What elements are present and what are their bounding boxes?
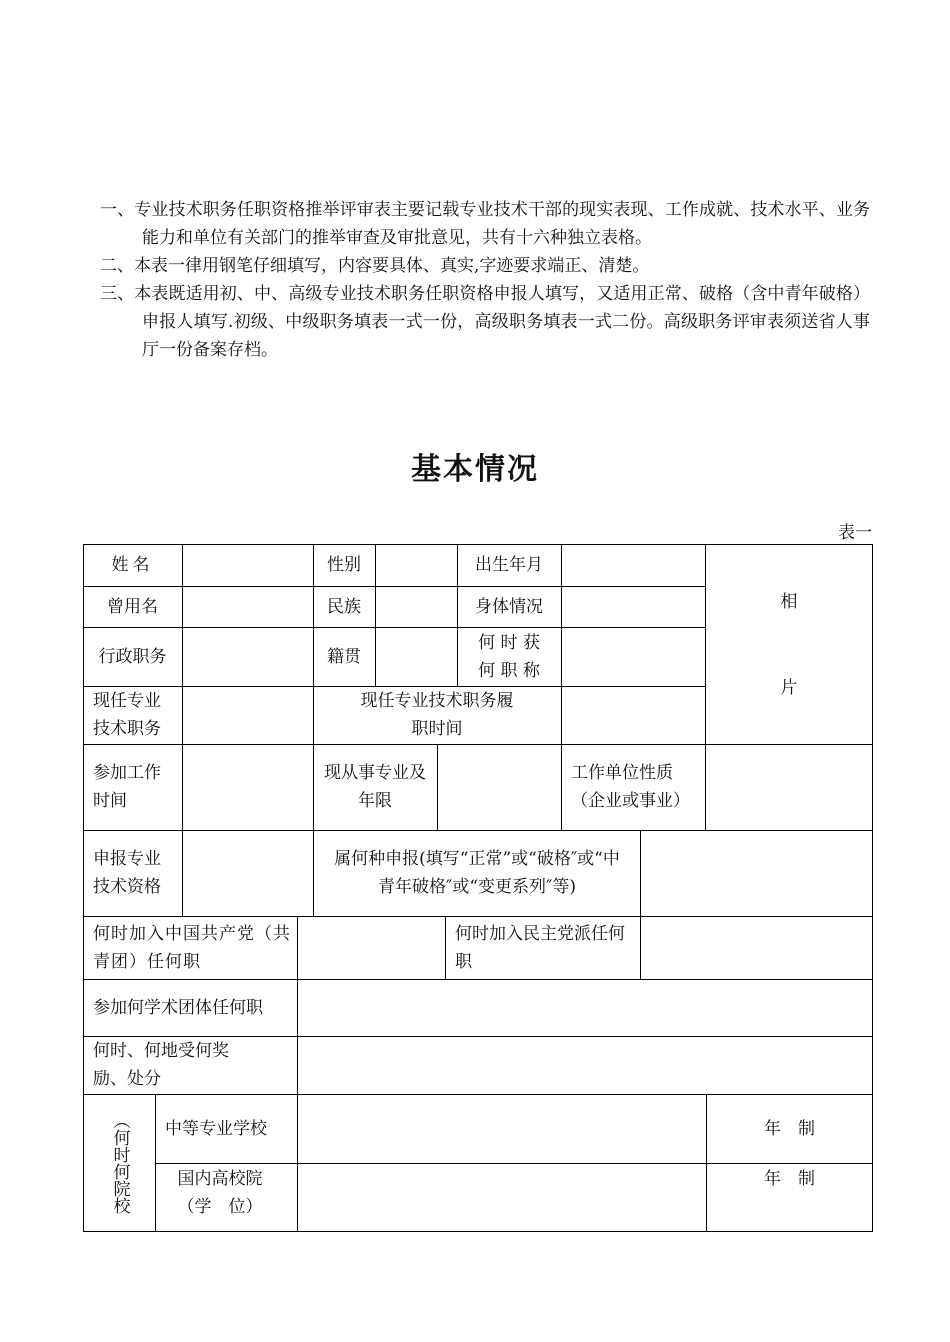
label-secondary-school: 中等专业学校	[165, 1118, 267, 1139]
label-current-tech-time: 现任专业技术职务履职时间	[360, 691, 514, 739]
label-gender: 性别	[327, 555, 361, 575]
secondary-school-field[interactable]	[297, 1094, 706, 1163]
current-tech-time-field[interactable]	[561, 686, 705, 744]
native-place-field[interactable]	[375, 627, 457, 686]
photo-label-bottom: 片	[780, 678, 798, 698]
instruction-1: 一、专业技术职务任职资格推举评审表主要记载专业技术干部的现实表现、工作成就、技术水平、业务能力和单位有关部门的推举审查及审批意见，共有十六种独立表格。	[100, 200, 870, 248]
instructions	[100, 196, 870, 364]
label-birth: 出生年月	[475, 555, 543, 575]
label-years-2: 年 制	[764, 1169, 815, 1189]
former-name-field[interactable]	[182, 586, 313, 627]
photo-label-top: 相	[780, 592, 798, 612]
current-tech-post-field[interactable]	[182, 686, 313, 744]
ethnicity-field[interactable]	[375, 586, 457, 627]
label-name: 姓名	[111, 555, 154, 575]
label-academic: 参加何学术团体任何职	[93, 997, 263, 1018]
education-side-text: （何时何院校	[109, 1112, 130, 1214]
awards-field[interactable]	[297, 1036, 873, 1094]
label-join-party: 何时加入民主党派任何职	[455, 923, 625, 972]
instruction-2: 二、本表一律用钢笔仔细填写，内容要具体、真实,字迹要求端正、清楚。	[100, 256, 650, 276]
label-ethnicity: 民族	[327, 596, 361, 617]
name-field[interactable]	[182, 544, 313, 586]
table-label: 表一	[838, 523, 872, 543]
domestic-univ-field[interactable]	[297, 1163, 706, 1232]
join-party-field[interactable]	[640, 916, 873, 979]
gender-field[interactable]	[375, 544, 457, 586]
label-title-obtained: 何 时 获 何 职 称	[478, 632, 540, 681]
unit-nature-field[interactable]	[705, 744, 873, 830]
label-unit-nature: 工作单位性质（企业或事业）	[571, 763, 690, 811]
academic-field[interactable]	[297, 979, 873, 1036]
label-former-name: 曾用名	[107, 596, 158, 617]
join-cpc-field[interactable]	[297, 916, 445, 979]
label-domestic-univ: 国内高校院（学 位）	[177, 1169, 263, 1217]
label-current-profession: 现从事专业及年限	[324, 763, 426, 811]
education-side-label	[83, 1094, 155, 1232]
label-admin-post: 行政职务	[98, 646, 167, 667]
label-current-tech-post: 现任专业技术职务	[93, 691, 161, 739]
label-apply-qualification: 申报专业技术资格	[93, 849, 161, 897]
label-years-1: 年 制	[764, 1118, 815, 1139]
label-health: 身体情况	[475, 596, 543, 617]
label-join-cpc: 何时加入中国共产党（共青团）任何职	[93, 923, 291, 972]
work-start-field[interactable]	[182, 744, 313, 830]
label-awards: 何时、何地受何奖励、处分	[93, 1041, 229, 1089]
current-profession-field[interactable]	[437, 744, 561, 830]
page-title: 基本情况	[411, 452, 539, 487]
label-apply-type: 属何种申报(填写“正常”或“破格″或“中青年破格″或“变更系列″等)	[334, 849, 620, 897]
instruction-3: 三、本表既适用初、中、高级专业技术职务任职资格申报人填写，又适用正常、破格（含中青年破格）申报人填写.初级、中级职务填表一式一份，高级职务填表一式二份。高级职务评审表须送省人事厅一份备案存档。	[100, 284, 870, 360]
apply-type-field[interactable]	[640, 830, 873, 916]
label-native-place: 籍贯	[327, 646, 361, 667]
birth-field[interactable]	[561, 544, 705, 586]
health-field[interactable]	[561, 586, 705, 627]
title-obtained-field[interactable]	[561, 627, 705, 686]
label-work-start: 参加工作时间	[93, 763, 161, 811]
apply-qualification-field[interactable]	[182, 830, 313, 916]
admin-post-field[interactable]	[182, 627, 313, 686]
